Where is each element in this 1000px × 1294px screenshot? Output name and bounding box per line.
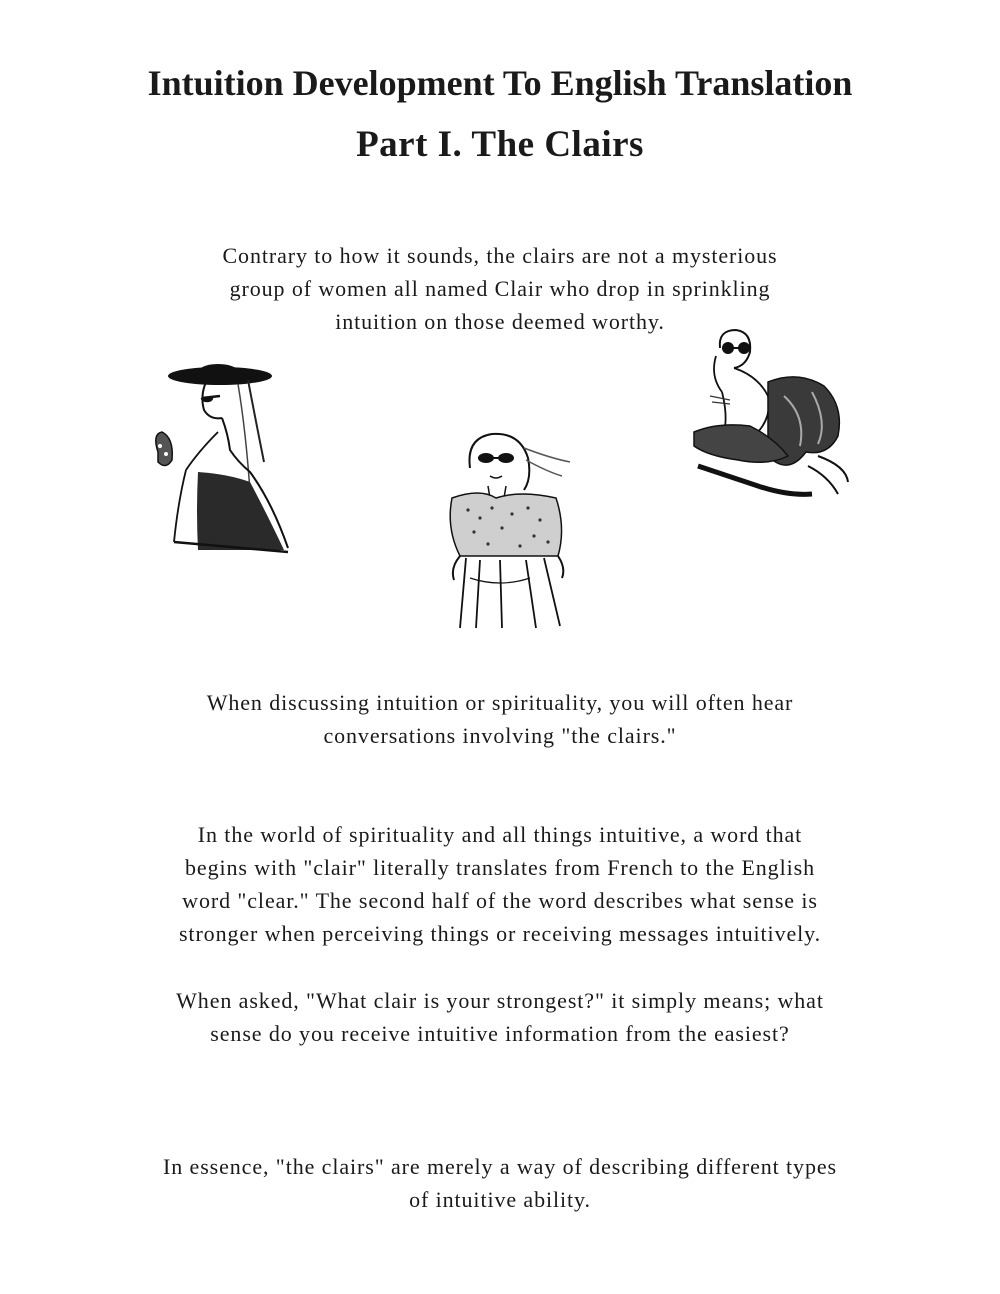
text-line: group of women all named Clair who drop in sprinkling: [229, 276, 771, 301]
strongest-clair-paragraph: [0, 984, 1000, 1050]
text-line: sense do you receive intuitive information from the easiest?: [210, 1021, 790, 1046]
text-line: begins with "clair" literally translates from French to the English: [185, 855, 815, 880]
text-line: of intuitive ability.: [409, 1187, 591, 1212]
text-line: Contrary to how it sounds, the clairs are not a mysterious: [222, 243, 778, 268]
text-line: word "clear." The second half of the word describes what sense is: [182, 888, 818, 913]
page-subtitle: Part I. The Clairs: [356, 124, 644, 165]
text-line: In the world of spirituality and all things intuitive, a word that: [197, 822, 803, 847]
text-line: stronger when perceiving things or receiving messages intuitively.: [178, 921, 822, 946]
text-line: When discussing intuition or spirituality, you will often hear: [206, 690, 794, 715]
intro-paragraph: [0, 239, 1000, 338]
page-title: Intuition Development To English Translation: [147, 63, 853, 103]
seated-woman-illustration: [688, 326, 853, 504]
discussing-paragraph: [0, 686, 1000, 752]
essence-paragraph: [0, 1150, 1000, 1216]
text-line: In essence, "the clairs" are merely a way of describing different types: [163, 1154, 837, 1179]
text-line: intuition on those deemed worthy.: [335, 309, 665, 334]
translation-paragraph: [0, 818, 1000, 950]
text-line: conversations involving "the clairs.": [323, 723, 677, 748]
text-line: When asked, "What clair is your strongest?" it simply means; what: [176, 988, 824, 1013]
woman-in-hat-illustration: [138, 362, 298, 562]
woman-in-sunglasses-illustration: [440, 428, 580, 633]
